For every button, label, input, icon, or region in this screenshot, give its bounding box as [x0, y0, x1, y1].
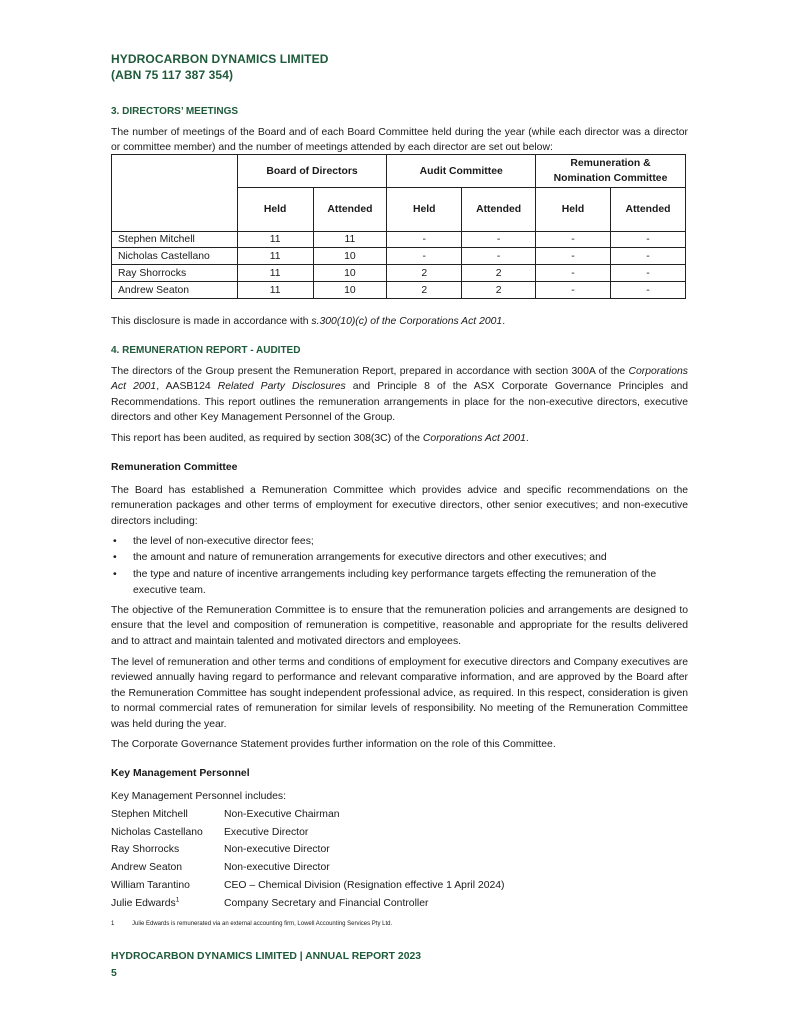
governance-statement: The Corporate Governance Statement provides further information on the role of this Committee.	[111, 739, 556, 750]
kmp-name: Stephen Mitchell	[111, 808, 188, 820]
section-heading-meetings: 3. DIRECTORS’ MEETINGS	[111, 106, 239, 117]
table-cell: 10	[313, 248, 387, 265]
table-cell: 10	[313, 265, 387, 282]
group-header	[536, 155, 686, 188]
committee-intro: The Board has established a Remuneration Committee which provides advice and specific recommendations on the remuneration packages and other terms of employment for executive directors, other senior executives; and non-executive directors including:	[111, 485, 688, 527]
table-cell: -	[610, 282, 685, 299]
kmp-name: Ray Shorrocks	[111, 844, 180, 856]
kmp-role: Non-executive Director	[224, 862, 330, 874]
table-cell: -	[610, 232, 685, 248]
kmp-intro: Key Management Personnel includes:	[111, 791, 287, 802]
list-item: • the level of non-executive director fees;	[111, 534, 688, 550]
kmp-role: Company Secretary and Financial Controller	[224, 897, 429, 909]
table-cell: -	[536, 265, 611, 282]
table-cell: -	[462, 248, 536, 265]
column-header: Held	[387, 188, 462, 232]
kmp-role: Executive Director	[224, 826, 309, 838]
table-corner-cell	[112, 155, 238, 232]
kmp-role: CEO – Chemical Division (Resignation effective 1 April 2024)	[224, 879, 505, 891]
audit-statement	[111, 431, 688, 446]
column-header: Attended	[610, 188, 685, 232]
committee-objective: The objective of the Remuneration Committee is to ensure that the remuneration policies and arrangements are designed to ensure that the level and composition of remuneration is competitive, reasonable and appropriate for the results delivered and to attract and maintain talented and motivated directors and employees.	[111, 605, 688, 647]
text-run: .	[525, 433, 529, 444]
subheading-remuneration-committee: Remuneration Committee	[111, 462, 238, 473]
table-cell: -	[462, 232, 536, 248]
text-run: Corporations Act 2001	[422, 433, 526, 444]
table-cell: -	[536, 232, 611, 248]
table-cell: 11	[237, 265, 313, 282]
text-run: Related Party Disclosures	[217, 381, 346, 393]
footnote-number: 1	[111, 921, 115, 927]
disclosure-suffix: .	[502, 316, 506, 327]
list-item: • the amount and nature of remuneration arrangements for executive directors and other executives; and	[111, 550, 688, 566]
remuneration-level: The level of remuneration and other terms and conditions of employment for executive directors and Company executives are reviewed annually having regard to performance and relevant comparative information, and are approved by the Board after the Remuneration Committee has sought independent professional advice, as required. In this respect, consideration is given to normal commercial rates of remuneration for similar levels of responsibility. No meeting of the Remuneration Committee was held during the year.	[111, 657, 688, 730]
kmp-name: Julie Edwards	[111, 897, 176, 909]
list-item	[111, 877, 505, 895]
group-header-label: Remuneration & Nomination Committee	[553, 158, 668, 184]
text-run: The directors of the Group present the Remuneration Report, prepared in accordance with section 300A of the	[111, 366, 629, 377]
kmp-role: Non-Executive Chairman	[224, 808, 340, 820]
disclosure-prefix: This disclosure is made in accordance with	[111, 316, 312, 327]
column-header: Held	[237, 188, 313, 232]
list-item	[111, 895, 505, 913]
director-name: Stephen Mitchell	[112, 232, 238, 248]
column-header: Attended	[313, 188, 387, 232]
table-row	[112, 265, 686, 282]
kmp-role: Non-executive Director	[224, 844, 330, 856]
subheading-kmp: Key Management Personnel	[111, 768, 250, 779]
table-cell: 11	[237, 248, 313, 265]
kmp-name: Andrew Seaton	[111, 862, 183, 874]
director-name: Ray Shorrocks	[112, 265, 238, 282]
text-run: and Principle 8 of the ASX Corporate Governance Principles and Recommendations. This report outlines the remuneration arrangements in place for the non-executive directors, executive directors and other Key Management Personnel of the Group.	[111, 381, 688, 424]
table-cell: 2	[387, 282, 462, 299]
table-cell: -	[610, 248, 685, 265]
footnote	[111, 921, 392, 927]
table-cell: 11	[313, 232, 387, 248]
kmp-name-cell	[111, 895, 224, 913]
footer-report-title: HYDROCARBON DYNAMICS LIMITED | ANNUAL REPORT 2023	[111, 951, 422, 962]
table-cell: -	[387, 248, 462, 265]
table-cell: 11	[237, 232, 313, 248]
column-header: Held	[536, 188, 611, 232]
kmp-name: Nicholas Castellano	[111, 826, 203, 838]
text-run: This report has been audited, as required by section 308(3C) of the	[111, 433, 423, 444]
table-cell: -	[536, 282, 611, 299]
remuneration-intro	[111, 364, 688, 426]
table-row	[112, 282, 686, 299]
footnote-marker: 1	[175, 896, 180, 904]
text-run: , AASB124	[156, 381, 218, 393]
table-row	[112, 248, 686, 265]
column-header: Attended	[462, 188, 536, 232]
disclosure-reference: s.300(10)(c) of the Corporations Act 2001	[311, 316, 503, 327]
list-item	[111, 806, 505, 824]
page-number: 5	[111, 968, 117, 979]
director-name: Andrew Seaton	[112, 282, 238, 299]
table-cell: -	[387, 232, 462, 248]
table-cell: 10	[313, 282, 387, 299]
table-cell: 2	[462, 265, 536, 282]
text-run: Corporations Act 2001	[111, 366, 688, 393]
list-item	[111, 841, 505, 859]
committee-duties-list	[111, 534, 688, 600]
kmp-list	[111, 788, 505, 913]
list-item	[111, 859, 505, 877]
group-header: Audit Committee	[387, 155, 536, 188]
table-row	[112, 232, 686, 248]
table-cell: 2	[462, 282, 536, 299]
table-cell: -	[610, 265, 685, 282]
company-name: HYDROCARBON DYNAMICS LIMITED	[111, 52, 329, 66]
kmp-name: William Tarantino	[111, 879, 190, 891]
disclosure-text	[111, 314, 688, 329]
table-cell: 2	[387, 265, 462, 282]
meetings-intro: The number of meetings of the Board and of each Board Committee held during the year (while each director was a director or committee member) and the number of meetings attended by each director are set out below:	[111, 127, 688, 154]
table-cell: -	[536, 248, 611, 265]
list-item	[111, 824, 505, 842]
section-heading-remuneration: 4. REMUNERATION REPORT - AUDITED	[111, 345, 301, 356]
director-name: Nicholas Castellano	[112, 248, 238, 265]
group-header: Board of Directors	[237, 155, 387, 188]
footnote-text: Julie Edwards is remunerated via an external accounting firm, Lowell Accounting Services Pty Ltd.	[132, 921, 393, 927]
meetings-table	[111, 154, 686, 299]
company-abn: (ABN 75 117 387 354)	[111, 68, 234, 82]
list-item: • the type and nature of incentive arrangements including key performance targets effecting the remuneration of the executive team.	[111, 567, 688, 600]
table-cell: 11	[237, 282, 313, 299]
